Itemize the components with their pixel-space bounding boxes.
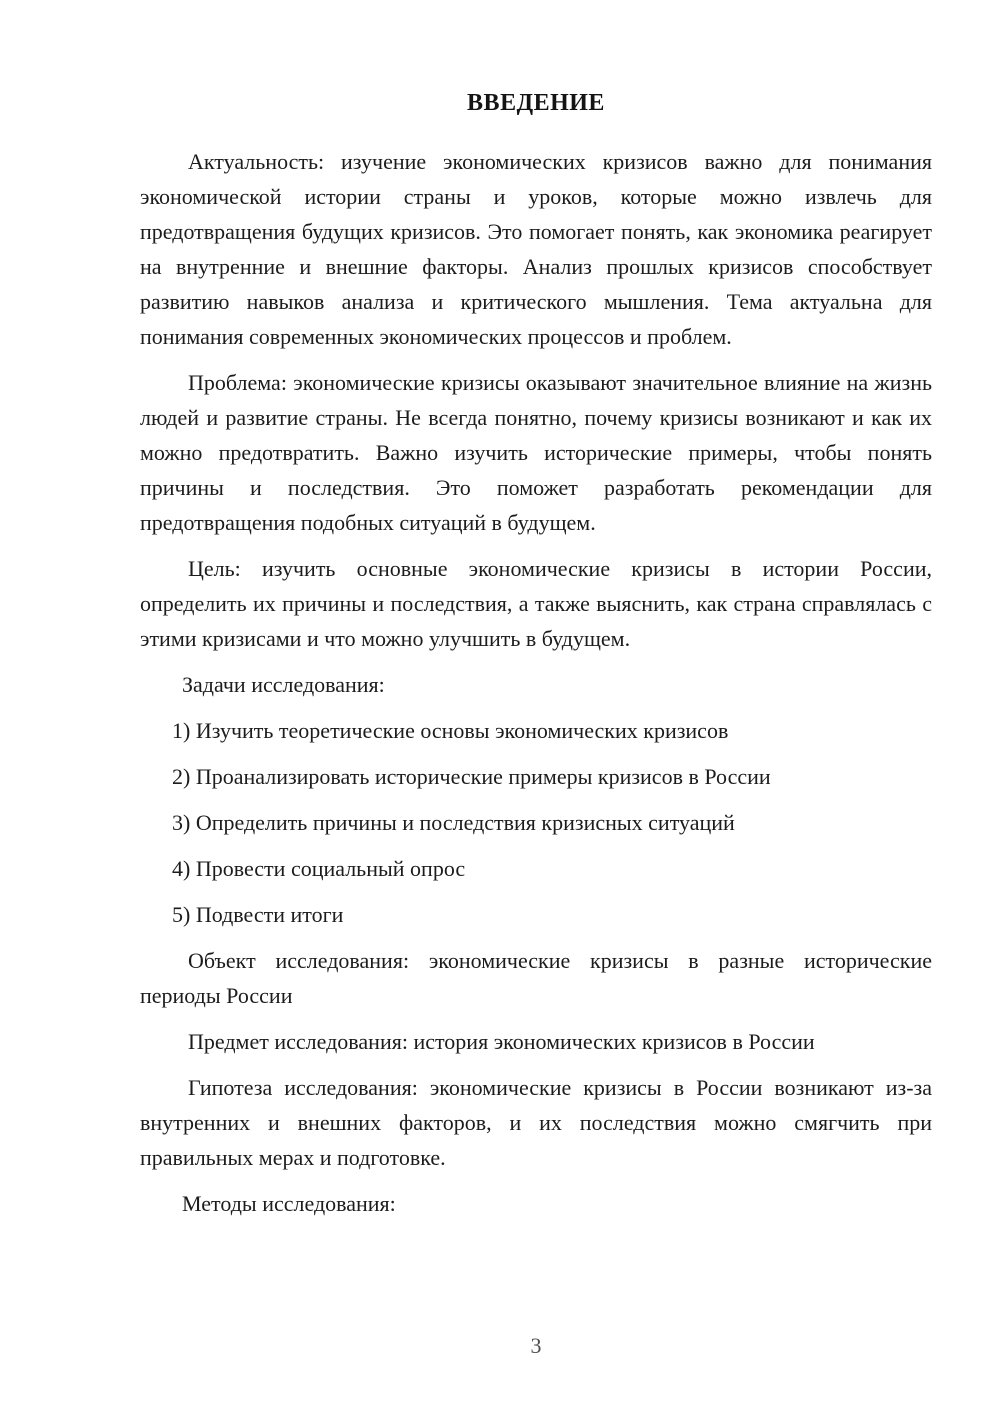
task-item-1: 1) Изучить теоретические основы экономических кризисов [172, 718, 729, 743]
paragraph-subject: Предмет исследования: история экономических кризисов в России [188, 1029, 815, 1054]
task-item-2: 2) Проанализировать исторические примеры кризисов в России [172, 764, 771, 789]
task-item-3: 3) Определить причины и последствия кризисных ситуаций [172, 810, 735, 835]
paragraph-problem: Проблема: экономические кризисы оказывают значительное влияние на жизнь людей и развитие страны. Не всегда понятно, почему кризисы возникают и как их можно предотвратить. Важно изучить исторические примеры, чтобы понять причины и последствия. Это поможет разработать рекомендации для предотвращения подобных ситуаций в будущем. [140, 370, 932, 535]
page-title: ВВЕДЕНИЕ [467, 90, 605, 116]
paragraph-object: Объект исследования: экономические кризисы в разные исторические периоды России [140, 948, 932, 1008]
paragraph-hypothesis: Гипотеза исследования: экономические кризисы в России возникают из-за внутренних и внешних факторов, и их последствия можно смягчить при правильных мерах и подготовке. [140, 1075, 932, 1170]
page-number: 3 [530, 1333, 542, 1358]
paragraph-goal: Цель: изучить основные экономические кризисы в истории России, определить их причины и последствия, а также выяснить, как страна справлялась с этими кризисами и что можно улучшить в будущем. [140, 556, 932, 651]
page-content [140, 86, 932, 1232]
paragraph-relevance: Актуальность: изучение экономических кризисов важно для понимания экономической истории страны и уроков, которые можно извлечь для предотвращения будущих кризисов. Это помогает понять, как экономика реагирует на внутренние и внешние факторы. Анализ прошлых кризисов способствует развитию навыков анализа и критического мышления. Тема актуальна для понимания современных экономических процессов и проблем. [140, 149, 932, 349]
methods-heading: Методы исследования: [182, 1191, 396, 1216]
task-item-5: 5) Подвести итоги [172, 902, 344, 927]
task-item-4: 4) Провести социальный опрос [172, 856, 466, 881]
tasks-heading: Задачи исследования: [182, 672, 385, 697]
